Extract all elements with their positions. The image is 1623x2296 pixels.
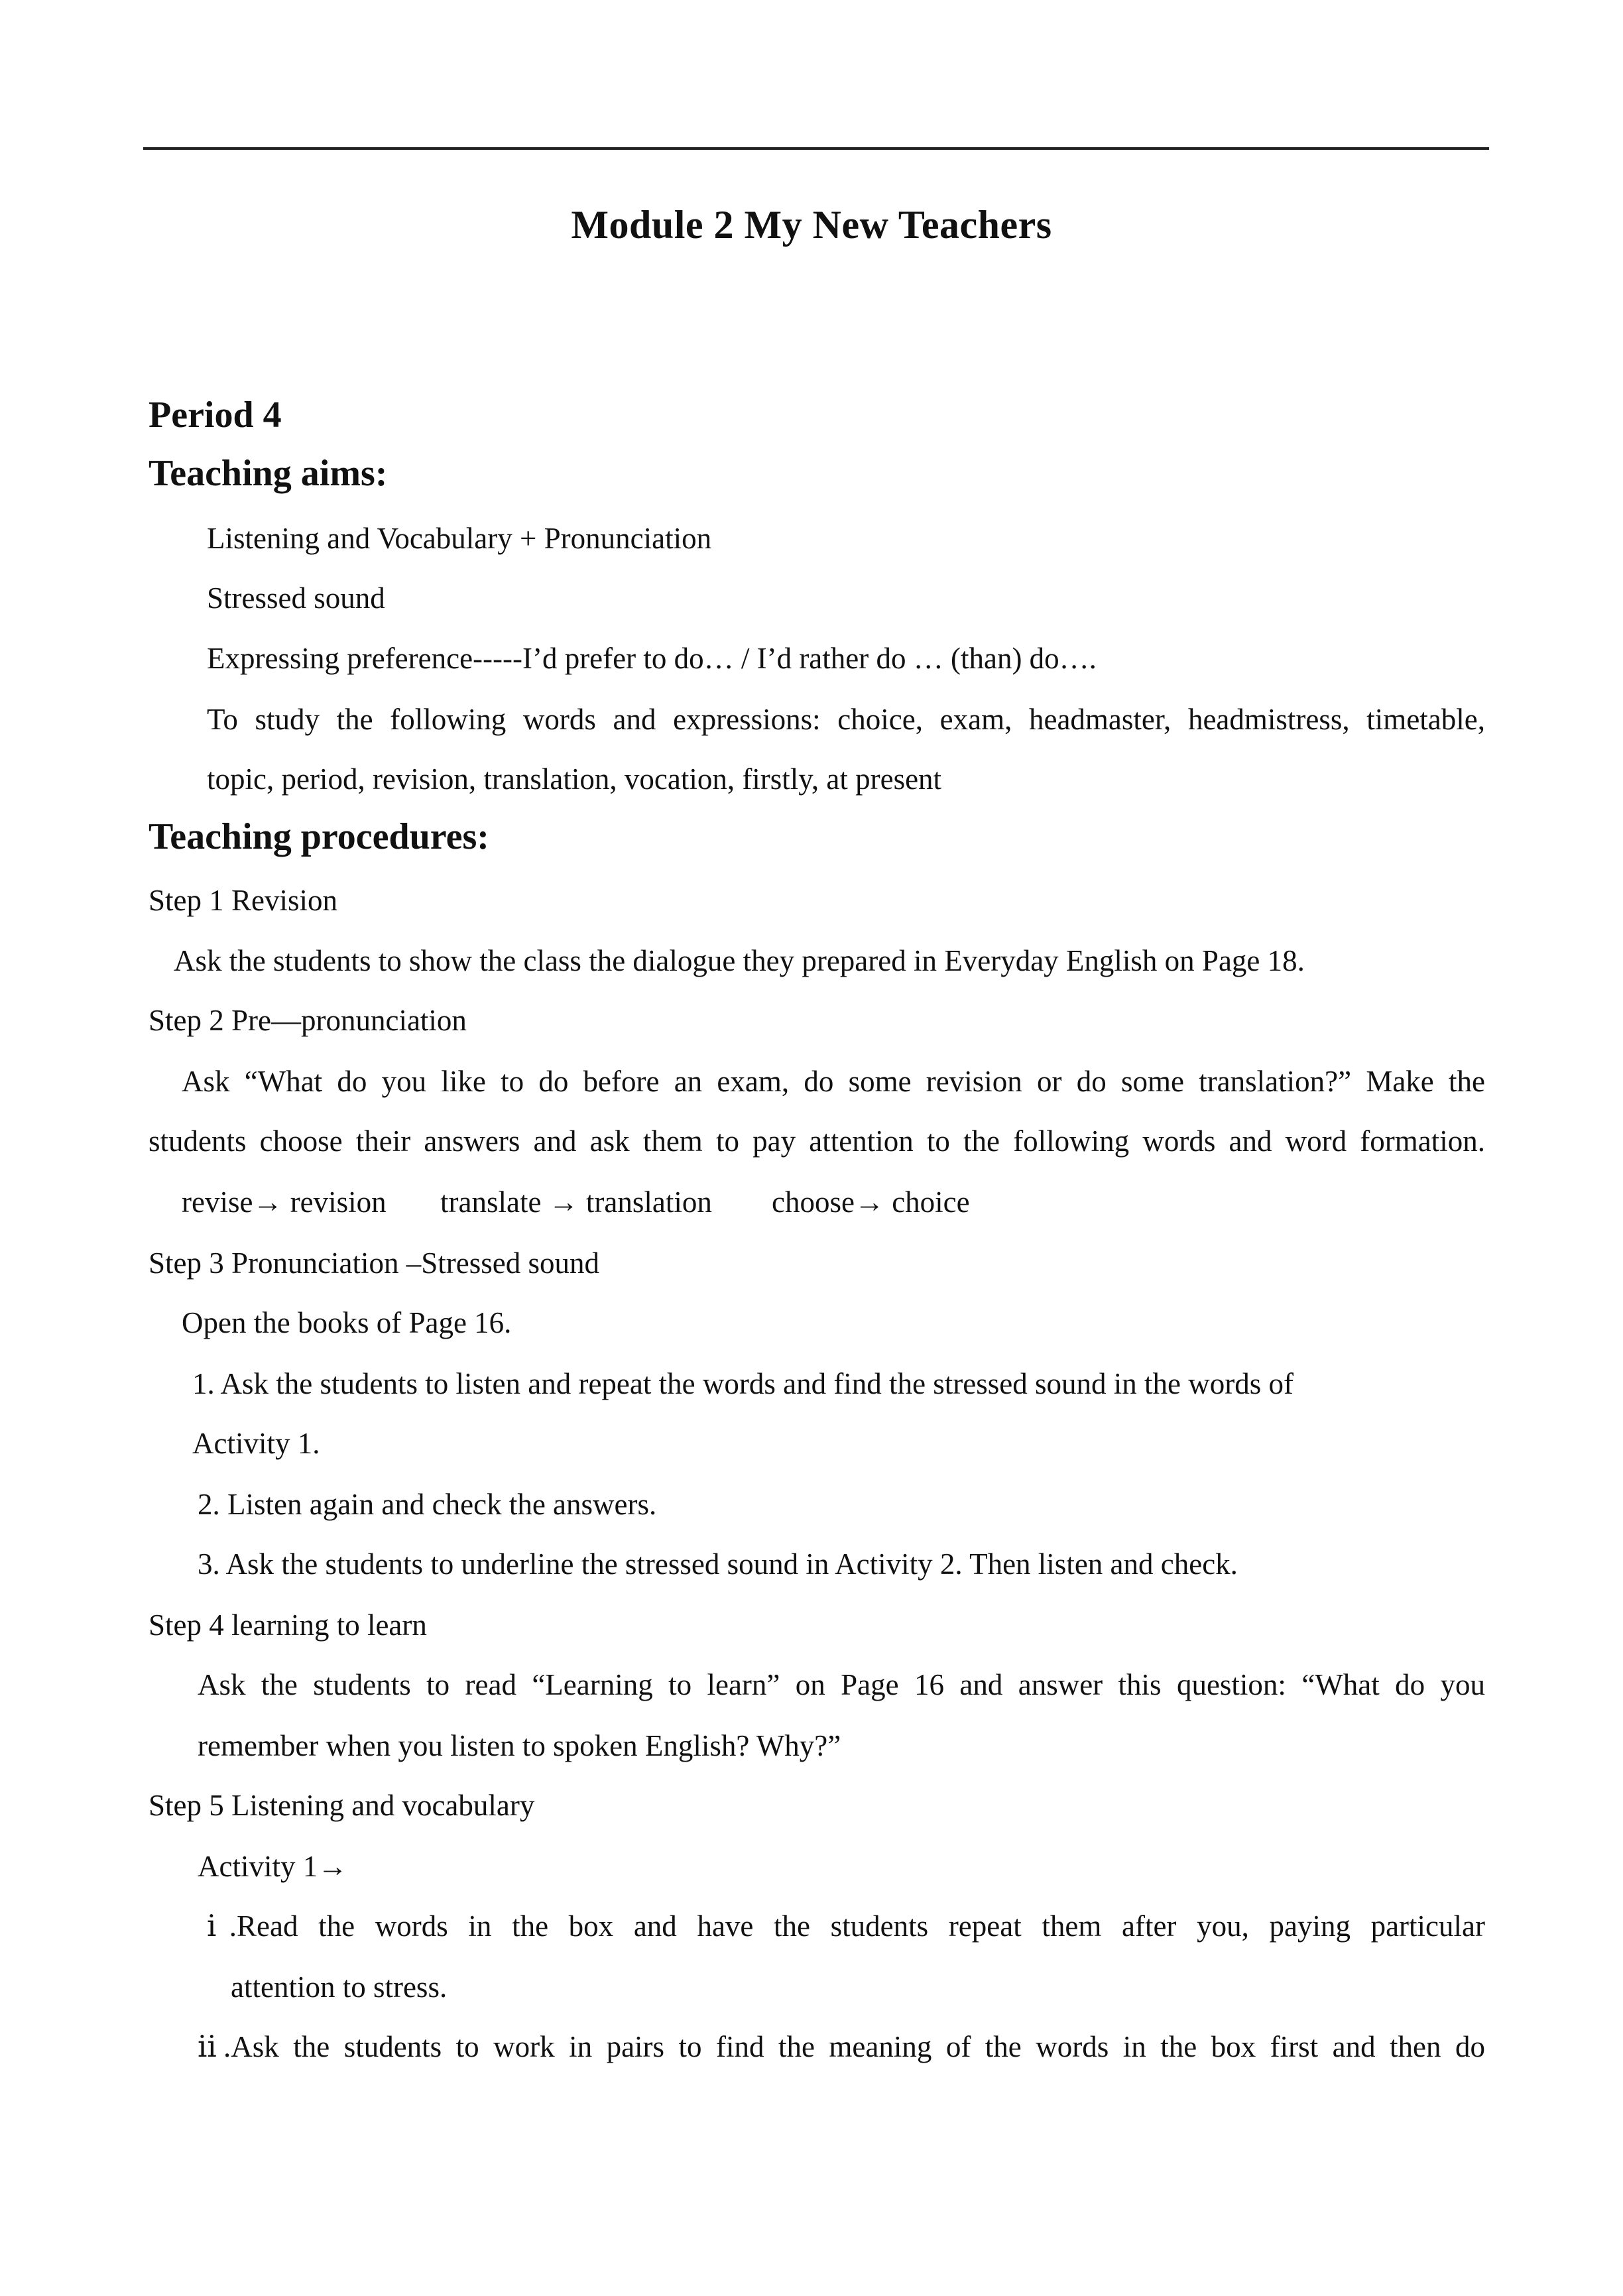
step-text: Ask “What do you like to do before an exam, do some revision or do some translation?” Make the — [182, 1065, 1485, 1098]
list-item-continued: attention to stress. — [231, 1970, 448, 2004]
header-rule — [143, 147, 1489, 150]
procedures-heading: Teaching procedures: — [149, 816, 489, 857]
list-item: 3. Ask the students to underline the stressed sound in Activity 2. Then listen and check. — [198, 1547, 1238, 1581]
aim-item: To study the following words and expressions: choice, exam, headmaster, headmistress, timetable, — [207, 703, 1485, 736]
step-text: Ask the students to read “Learning to learn” on Page 16 and answer this question: “What do you — [198, 1668, 1485, 1701]
step-title: Step 2 Pre—pronunciation — [149, 1004, 467, 1037]
aim-item-continued: topic, period, revision, translation, vocation, firstly, at present — [207, 762, 942, 796]
aim-item: Expressing preference-----I’d prefer to do… / I’d rather do … (than) do…. — [207, 642, 1097, 675]
list-item: ⅱ.Ask the students to work in pairs to find the meaning of the words in the box first and then do — [198, 2030, 1485, 2063]
word-formation: choose→ choice — [772, 1185, 970, 1219]
word-formation: revise→ revision — [182, 1185, 387, 1219]
step-text: students choose their answers and ask them to pay attention to the following words and word formation. — [149, 1124, 1485, 1158]
activity-label: Activity 1→ — [198, 1850, 348, 1883]
step-title: Step 4 learning to learn — [149, 1608, 427, 1642]
aims-heading: Teaching aims: — [149, 453, 388, 494]
word-formation: translate → translation — [440, 1185, 712, 1219]
aim-item: Listening and Vocabulary + Pronunciation — [207, 522, 712, 555]
list-item: 2. Listen again and check the answers. — [198, 1488, 657, 1521]
step-text: Open the books of Page 16. — [182, 1306, 512, 1339]
step-title: Step 5 Listening and vocabulary — [149, 1789, 535, 1822]
step-text: Ask the students to show the class the dialogue they prepared in Everyday English on Page 18. — [174, 944, 1305, 977]
step-title: Step 3 Pronunciation –Stressed sound — [149, 1246, 599, 1280]
list-item-continued: Activity 1. — [192, 1427, 320, 1460]
aim-item: Stressed sound — [207, 581, 385, 615]
step-text: remember when you listen to spoken English? Why?” — [198, 1729, 841, 1762]
page-title: Module 2 My New Teachers — [571, 203, 1052, 247]
list-item: 1. Ask the students to listen and repeat the words and find the stressed sound in the words of — [192, 1367, 1293, 1400]
list-item: ⅰ.Read the words in the box and have the students repeat them after you, paying particular — [207, 1909, 1485, 1943]
step-title: Step 1 Revision — [149, 884, 338, 917]
period-heading: Period 4 — [149, 394, 282, 436]
